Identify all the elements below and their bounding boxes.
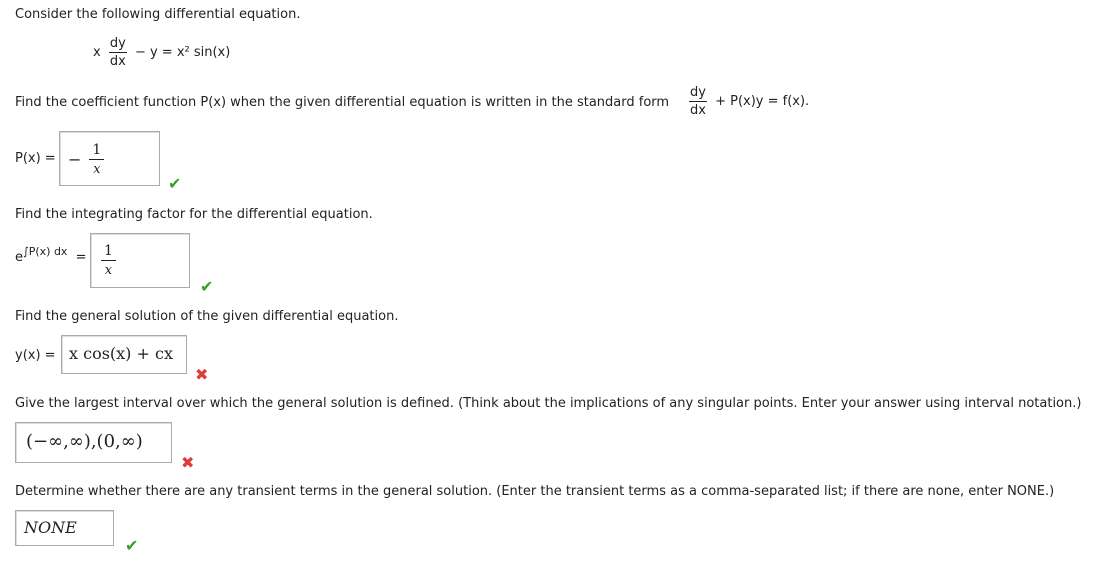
standard-form-derivative: $\frac{dy}{dx}$ (690, 85, 706, 118)
p-of-x-label: P(x) = (15, 151, 56, 166)
cross-icon: ✖ (181, 453, 195, 472)
cross-icon: ✖ (195, 365, 209, 384)
integrating-factor-answer-field[interactable] (90, 233, 190, 288)
integrating-factor-label: $e^{\int P(x) dx}$ = (15, 245, 87, 265)
question-3-text: Find the general solution of the given differential equation. (15, 309, 399, 324)
p-of-x-answer-field[interactable] (59, 131, 160, 186)
question-2-text: Find the integrating factor for the differential equation. (15, 207, 373, 222)
transient-terms-answer: NONE (24, 518, 77, 537)
interval-answer: (−∞,∞),(0,∞) (26, 431, 143, 452)
standard-form (689, 86, 809, 117)
answer-fraction: $\frac{1}{x}$ (101, 244, 116, 277)
answer-fraction: $\frac{1}{x}$ (89, 143, 104, 176)
check-icon: ✔ (200, 277, 214, 296)
question-1-text: Find the coefficient function P(x) when the given differential equation is written in the standard form (15, 95, 670, 110)
equation-derivative: $\frac{dy}{dx}$ (109, 36, 126, 69)
question-5-text: Determine whether there are any transient terms in the general solution. (Enter the transient terms as a comma-separated list; if there are none, enter NONE.) (15, 484, 1055, 499)
transient-terms-answer-field[interactable] (15, 510, 114, 546)
equation-lead: x (93, 45, 101, 60)
differential-equation (93, 37, 230, 68)
check-icon: ✔ (125, 536, 139, 555)
intro-text: Consider the following differential equation. (15, 7, 301, 22)
question-4-text: Give the largest interval over which the general solution is defined. (Think about the implications of any singular points. Enter your answer using interval notation.) (15, 396, 1082, 411)
answer-sign: − (68, 150, 82, 169)
standard-form-rest: + P(x)y = f(x). (715, 94, 810, 109)
interval-answer-field[interactable] (15, 422, 172, 463)
general-solution-answer-field[interactable] (61, 335, 187, 374)
equation-rest: − y = x² sin(x) (134, 45, 231, 60)
general-solution-answer: x cos(x) + cx (69, 344, 173, 363)
y-of-x-label: y(x) = (15, 348, 56, 363)
check-icon: ✔ (168, 174, 182, 193)
